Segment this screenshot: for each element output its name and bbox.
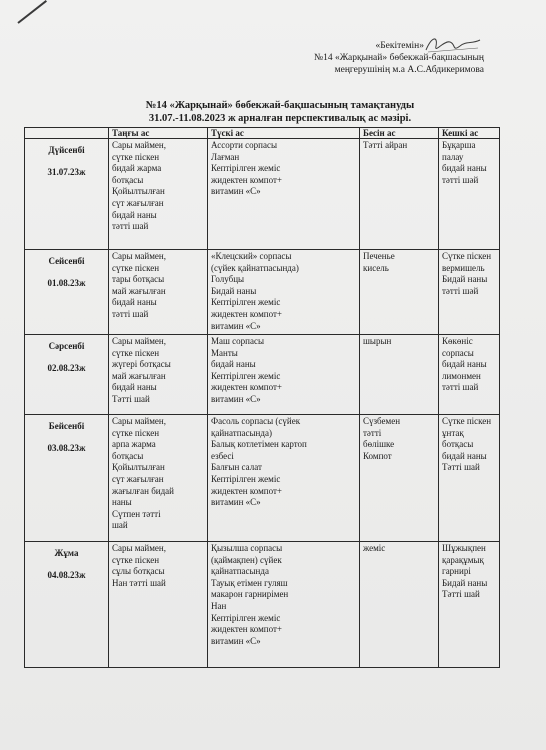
day-cell	[25, 250, 109, 335]
snack-item: кисель	[363, 262, 389, 273]
lunch-item: Балғын салат	[211, 462, 262, 473]
breakfast-item: Сары маймен,	[112, 140, 166, 150]
lunch-item: Кептірілген жеміс	[211, 370, 281, 381]
lunch-item: витамин «С»	[211, 320, 261, 331]
breakfast-item: сүтке піскен	[112, 151, 160, 162]
dinner-item: Көкөніс	[442, 336, 473, 346]
breakfast-item: сүт жағылған	[112, 197, 164, 208]
breakfast-item: сүтке піскен	[112, 427, 160, 438]
breakfast-cell	[109, 139, 208, 250]
breakfast-item: шай	[112, 520, 128, 531]
lunch-item: Манты	[211, 347, 238, 358]
breakfast-item: жүгері ботқасы	[112, 359, 171, 370]
day-name: Сәрсенбі	[48, 341, 85, 351]
lunch-cell	[208, 415, 360, 542]
lunch-cell	[208, 335, 360, 415]
menu-title	[60, 99, 500, 125]
dinner-item: ботқасы	[442, 439, 474, 450]
breakfast-item: Сүтпен тәтті	[112, 508, 161, 519]
lunch-item: Фасоль сорпасы (сүйек	[211, 416, 301, 426]
lunch-item: витамин «С»	[211, 635, 261, 646]
breakfast-item: май жағылған	[112, 285, 166, 296]
breakfast-item: сүтке піскен	[112, 347, 160, 358]
snack-item: жеміс	[363, 543, 386, 553]
breakfast-item: ботқасы	[112, 450, 144, 461]
header-breakfast: Таңғы ас	[109, 128, 208, 139]
menu-table	[24, 127, 500, 668]
day-cell	[25, 335, 109, 415]
table-row	[25, 335, 500, 415]
lunch-item: Кептірілген жеміс	[211, 163, 281, 174]
breakfast-item: бидай наны	[112, 297, 157, 308]
lunch-item: Нан	[211, 600, 227, 611]
breakfast-item: Сары маймен,	[112, 416, 166, 426]
dinner-item: бидай наны	[442, 163, 487, 174]
approval-block	[184, 40, 484, 76]
breakfast-item: наны	[112, 497, 132, 508]
table-row	[25, 542, 500, 668]
lunch-item: Бидай наны	[211, 285, 257, 296]
breakfast-cell	[109, 415, 208, 542]
dinner-item: Тәтті шай	[442, 462, 480, 473]
lunch-item: «Клецский» сорпасы	[211, 251, 292, 261]
dinner-item: гарнирі	[442, 566, 471, 577]
day-cell	[25, 542, 109, 668]
breakfast-item: Сары маймен,	[112, 543, 166, 553]
breakfast-item: ботқасы	[112, 174, 144, 185]
breakfast-item: май жағылған	[112, 370, 166, 381]
dinner-item: Шұжықпен	[442, 543, 486, 553]
lunch-item: витамин «С»	[211, 393, 261, 404]
table-header-row	[25, 128, 500, 139]
lunch-item: жидектен компот+	[211, 308, 283, 319]
breakfast-item: сүтке піскен	[112, 554, 160, 565]
lunch-item: (сүйек қайнатпасында)	[211, 262, 299, 273]
day-name: Сейсенбі	[48, 256, 85, 266]
dinner-item: тәтті шәй	[442, 174, 479, 185]
day-date: 02.08.23ж	[47, 362, 86, 373]
breakfast-item: Сары маймен,	[112, 251, 166, 261]
breakfast-item: Сары маймен,	[112, 336, 166, 346]
breakfast-item: сүт жағылған	[112, 473, 164, 484]
lunch-item: Маш сорпасы	[211, 336, 265, 346]
snack-item: тәтті	[363, 427, 382, 438]
dinner-item: қарақұмық	[442, 554, 484, 565]
day-cell	[25, 415, 109, 542]
breakfast-item: бидай жарма	[112, 163, 162, 174]
dinner-item: бидай наны	[442, 450, 487, 461]
breakfast-item: Қойылтылған	[112, 462, 165, 473]
header-snack: Бесін ас	[360, 128, 439, 139]
menu-title-line-2: 31.07.-11.08.2023 ж арналған перспективалық ас мәзірі.	[148, 113, 412, 124]
lunch-item: жидектен компот+	[211, 624, 283, 635]
lunch-item: Тауық етімен гуляш	[211, 577, 288, 588]
lunch-cell	[208, 542, 360, 668]
day-name: Бейсенбі	[48, 421, 85, 431]
day-cell	[25, 139, 109, 250]
table-row	[25, 415, 500, 542]
snack-cell	[360, 139, 439, 250]
dinner-item: сорпасы	[442, 347, 474, 358]
breakfast-item: Тәтті шай	[112, 393, 150, 404]
lunch-item: бидай наны	[211, 359, 256, 370]
dinner-item: Сүтке піскен	[442, 416, 492, 426]
snack-item: Компот	[363, 450, 392, 461]
day-date: 03.08.23ж	[47, 442, 86, 453]
lunch-item: витамин «С»	[211, 186, 261, 197]
lunch-item: (қаймақпен) сүйек	[211, 554, 282, 565]
lunch-item: езбесі	[211, 450, 234, 461]
dinner-cell	[439, 415, 500, 542]
lunch-item: Ассорти сорпасы	[211, 140, 277, 150]
approval-heading: «Бекітемін»	[184, 40, 484, 52]
approval-line-2: меңгерушінің м.а А.С.Абдикеримова	[334, 65, 484, 75]
lunch-item: Лағман	[211, 151, 240, 162]
dinner-item: Тәтті шай	[442, 589, 480, 600]
breakfast-item: тәтті шай	[112, 308, 149, 319]
dinner-item: тәтті шай	[442, 382, 479, 393]
breakfast-item: жағылған бидай	[112, 485, 174, 496]
lunch-item: қайнатпасында	[211, 566, 269, 577]
day-name: Дүйсенбі	[48, 145, 85, 155]
snack-item: шырын	[363, 336, 392, 346]
snack-item: бөлішке	[363, 439, 395, 450]
breakfast-cell	[109, 250, 208, 335]
dinner-item: Бидай наны	[442, 577, 488, 588]
lunch-item: жидектен компот+	[211, 485, 283, 496]
breakfast-item: бидай наны	[112, 209, 157, 220]
day-name: Жұма	[54, 548, 79, 558]
lunch-item: Қызылша сорпасы	[211, 543, 283, 553]
breakfast-item: арпа жарма	[112, 439, 156, 450]
header-lunch: Түскі ас	[208, 128, 360, 139]
pen-mark	[17, 0, 47, 24]
snack-cell	[360, 415, 439, 542]
lunch-item: Кептірілген жеміс	[211, 473, 281, 484]
lunch-item: жидектен компот+	[211, 174, 283, 185]
breakfast-item: сүтке піскен	[112, 262, 160, 273]
header-day	[25, 128, 109, 139]
lunch-item: Кептірілген жеміс	[211, 612, 281, 623]
menu-title-line-1: №14 «Жарқынай» бөбекжай-бақшасының тамақтануды	[145, 100, 415, 111]
lunch-item: Голубцы	[211, 274, 245, 285]
dinner-item: Сүтке піскен	[442, 251, 492, 261]
dinner-item: ұнтақ	[442, 427, 464, 438]
breakfast-item: бидай наны	[112, 382, 157, 393]
lunch-item: Кептірілген жеміс	[211, 297, 281, 308]
breakfast-item: тәтті шай	[112, 221, 149, 232]
breakfast-cell	[109, 542, 208, 668]
lunch-item: витамин «С»	[211, 497, 261, 508]
snack-cell	[360, 250, 439, 335]
dinner-cell	[439, 542, 500, 668]
day-date: 31.07.23ж	[47, 166, 86, 177]
header-dinner: Кешкі ас	[439, 128, 500, 139]
snack-item: Сүзбемен	[363, 416, 401, 426]
dinner-cell	[439, 250, 500, 335]
snack-item: Печенье	[363, 251, 395, 261]
snack-cell	[360, 542, 439, 668]
breakfast-item: тары ботқасы	[112, 274, 165, 285]
table-row	[25, 139, 500, 250]
breakfast-item: Қойылтылған	[112, 186, 165, 197]
lunch-item: жидектен компот+	[211, 382, 283, 393]
day-date: 04.08.23ж	[47, 569, 86, 580]
snack-item: Тәтті айран	[363, 140, 408, 150]
lunch-cell	[208, 139, 360, 250]
table-row	[25, 250, 500, 335]
lunch-item: макарон гарнирімен	[211, 589, 289, 600]
dinner-cell	[439, 335, 500, 415]
dinner-item: бидай наны	[442, 359, 487, 370]
approval-line-1: №14 «Жарқынай» бөбекжай-бақшасының	[314, 53, 484, 63]
dinner-item: вермишель	[442, 262, 485, 273]
signature-icon	[422, 32, 484, 56]
dinner-item: тәтті шәй	[442, 285, 479, 296]
day-date: 01.08.23ж	[47, 277, 86, 288]
breakfast-item: Нан тәтті шай	[112, 577, 166, 588]
lunch-item: Балық котлетімен картоп	[211, 439, 307, 450]
breakfast-item: сұлы ботқасы	[112, 566, 165, 577]
dinner-item: лимонмен	[442, 370, 481, 381]
dinner-cell	[439, 139, 500, 250]
dinner-item: Бұқарша	[442, 140, 476, 150]
snack-cell	[360, 335, 439, 415]
lunch-cell	[208, 250, 360, 335]
lunch-item: қайнатпасында)	[211, 427, 272, 438]
breakfast-cell	[109, 335, 208, 415]
dinner-item: палау	[442, 151, 464, 162]
dinner-item: Бидай наны	[442, 274, 488, 285]
